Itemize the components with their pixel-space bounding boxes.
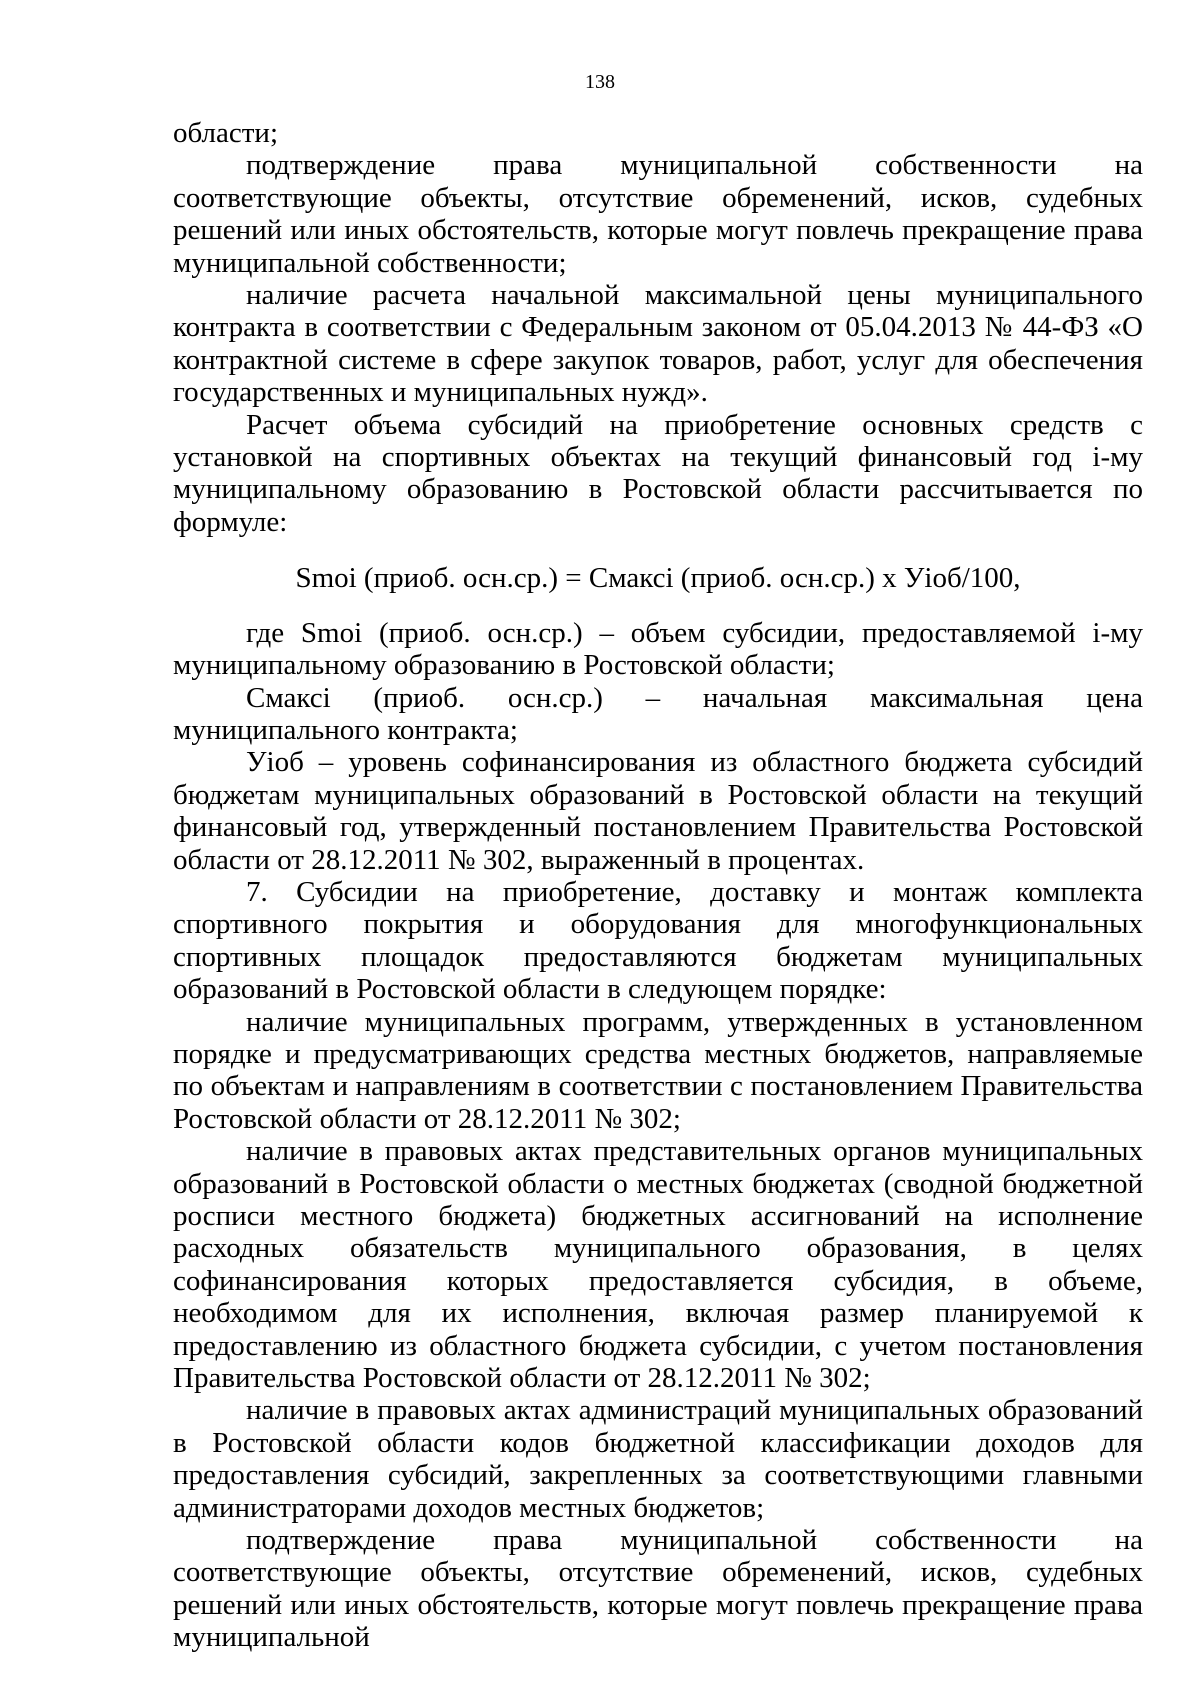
formula: Smoi (приоб. осн.ср.) = Смаксi (приоб. осн.ср.) х Уioб/100,: [295, 562, 1021, 595]
paragraph: где Smoi (приоб. осн.ср.) – объем субсидии, предоставляемой i-му муниципальному образованию в Ростовской области;: [173, 616, 1143, 682]
paragraph: Смаксi (приоб. осн.ср.) – начальная максимальная цена муниципального контракта;: [173, 681, 1143, 746]
paragraph: области;: [173, 117, 278, 149]
paragraph: Уioб – уровень софинансирования из областного бюджета субсидий бюджетам муниципальных образований в Ростовской области на текущий финансовый год, утвержденный постановлением Правительства Ростовской области от 28.12.2011 № 302, выраженный в процентах.: [173, 746, 1143, 876]
page-number: 138: [585, 71, 615, 93]
paragraph: подтверждение права муниципальной собственности на соответствующие объекты, отсутствие обременений, исков, судебных решений или иных обстоятельств, которые могут повлечь прекращение права муниципальной: [173, 1524, 1143, 1654]
paragraphs-after-formula: [173, 617, 1143, 1654]
paragraph: Расчет объема субсидий на приобретение основных средств с установкой на спортивных объектах на текущий финансовый год i-му муниципальному образованию в Ростовской области рассчитывается по формуле:: [173, 408, 1143, 538]
paragraph: наличие в правовых актах администраций муниципальных образований в Ростовской области кодов бюджетной классификации доходов для предоставления субсидий, закрепленных за соответствующими главными администраторами доходов местных бюджетов;: [173, 1394, 1143, 1524]
document-body: [173, 117, 1143, 1654]
paragraph: подтверждение права муниципальной собственности на соответствующие объекты, отсутствие обременений, исков, судебных решений или иных обстоятельств, которые могут повлечь прекращение права муниципальной собственности;: [173, 149, 1143, 279]
paragraph: наличие муниципальных программ, утвержденных в установленном порядке и предусматривающих средства местных бюджетов, направляемые по объектам и направлениям в соответствии с постановлением Правительства Ростовской области от 28.12.2011 № 302;: [173, 1005, 1143, 1135]
paragraph: наличие в правовых актах представительных органов муниципальных образований в Ростовской области о местных бюджетах (сводной бюджетной росписи местного бюджета) бюджетных ассигнований на исполнение расходных обязательств муниципального образования, в целях софинансирования которых предоставляется субсидия, в объеме, необходимом для их исполнения, включая размер планируемой к предоставлению из областного бюджета субсидии, с учетом постановления Правительства Ростовской области от 28.12.2011 № 302;: [173, 1135, 1143, 1395]
paragraph: наличие расчета начальной максимальной цены муниципального контракта в соответствии с Федеральным законом от 05.04.2013 № 44-ФЗ «О контрактной системе в сфере закупок товаров, работ, услуг для обеспечения государственных и муниципальных нужд».: [173, 279, 1143, 409]
paragraphs-before-formula: [173, 117, 1143, 538]
paragraph: 7. Субсидии на приобретение, доставку и монтаж комплекта спортивного покрытия и оборудования для многофункциональных спортивных площадок предоставляются бюджетам муниципальных образований в Ростовской области в следующем порядке:: [173, 875, 1143, 1006]
